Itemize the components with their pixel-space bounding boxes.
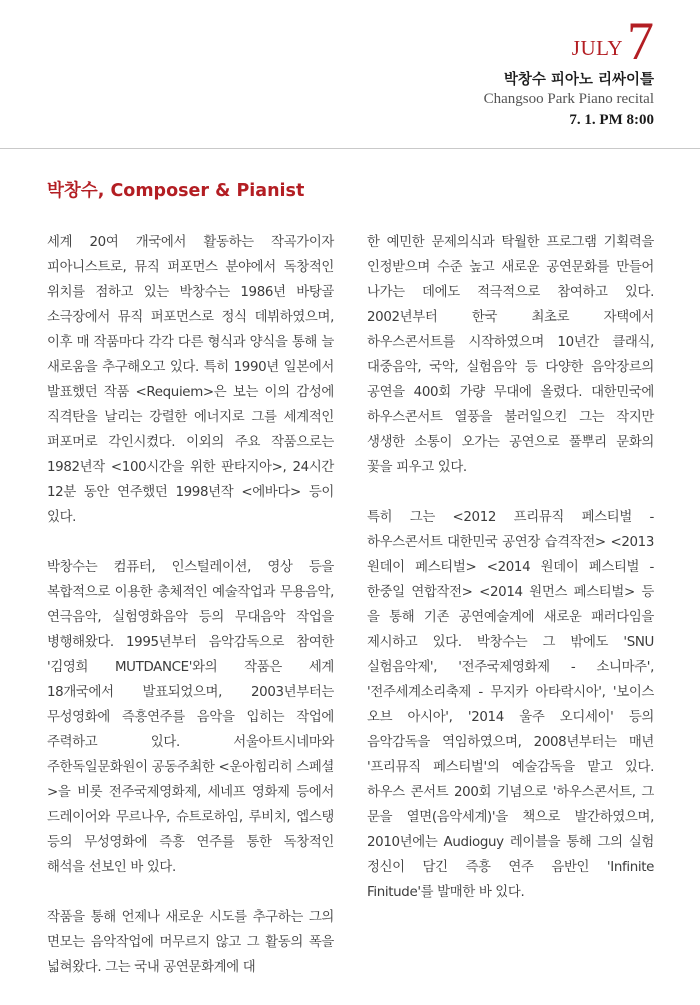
month-label: JULY bbox=[571, 36, 623, 60]
section-heading: 박창수, Composer & Pianist bbox=[47, 181, 305, 201]
concert-datetime: 7. 1. PM 8:00 bbox=[569, 112, 654, 128]
concert-title-english: Changsoo Park Piano recital bbox=[483, 91, 654, 107]
program-header bbox=[483, 11, 654, 129]
paragraph: 한 예민한 문제의식과 탁월한 프로그램 기획력을 인정받으며 수준 높고 새로운 공연문화를 만들어 나가는 데에도 적극적으로 참여하고 있다. 2002년부터 한국 최초로 자택에서 하우스콘서트를 시작하였으며 10년간 클래식, 대중음악, 국악, 실험음악 등 다양한 음악장르의 공연을 400회 가량 무대에 올렸다. 대한민국에 하우스콘서트 열풍을 불러일으킨 그는 작지만 생생한 소통이 오가는 공연으로 풀뿌리 문화의 꽃을 피우고 있다. bbox=[367, 235, 654, 475]
paragraph: 박창수는 컴퓨터, 인스털레이션, 영상 등을 복합적으로 이용한 총체적인 예술작업과 무용음악, 연극음악, 실험영화음악 등의 무대음악 작업을 병행해왔다. 1995년부터 음악감독으로 참여한 '김영희 MUTDANCE'와의 작품은 세계 18개국에서 발표되었으며, 2003년부터는 무성영화에 즉흥연주를 음악을 입히는 작업에 주력하고 있다. 서울아트시네마와 주한독일문화원이 공동주최한 <운아힘리히 스페셜>을 비롯 전주국제영화제, 세네프 영화제 등에서 드레이어와 무르나우, 슈트로하임, 루비치, 엡스탱 등의 무성영화에 즉흥 연주를 통한 독창적인 해석을 선보인 바 있다. bbox=[47, 560, 334, 875]
left-text-column bbox=[47, 230, 334, 1005]
paragraph: 세계 20여 개국에서 활동하는 작곡가이자 피아니스트로, 뮤직 퍼포먼스 분야에서 독창적인 위치를 점하고 있는 박창수는 1986년 바탕골 소극장에서 뮤직 퍼포먼스로 정식 데뷔하였으며, 이후 매 작품마다 각각 다른 형식과 양식을 통해 늘 새로움을 추구해오고 있다. 특히 1990년 일본에서 발표했던 작품 <Requiem>은 보는 이의 감성에 직격탄을 날리는 강렬한 에너지로 그를 세계적인 퍼포머로 각인시켰다. 이외의 주요 작품으로는 1982년작 <100시간을 위한 판타지아>, 24시간 12분 동안 연주했던 1998년작 <에바다> 등이 있다. bbox=[47, 235, 334, 525]
paragraph: 특히 그는 <2012 프리뮤직 페스티벌 - 하우스콘서트 대한민국 공연장 습격작전> <2013 원데이 페스티벌> <2014 원데이 페스티벌 - 한중일 연합작전> <2014 원먼스 페스티벌> 등 을 통해 기존 공연예술계에 새로운 패러다임을 제시하고 있다. 박창수는 그 밖에도 'SNU 실험음악제', '전주국제영화제 - 소니마주', '전주세계소리축제 - 무지카 아타락시아', '보이스 오브 아시아', '2014 울주 오디세이' 등의 음악감독을 역임하였으며, 2008년부터는 매년 '프리뮤직 페스티벌'의 예술감독을 맡고 있다. 하우스 콘서트 200회 기념으로 '하우스콘서트, 그 문을 열면(음악세계)'을 책으로 발간하였으며, 2010년에는 Audioguy 레이블을 통해 그의 실험 정신이 담긴 즉흥 연주 음반인 'Infinite Finitude'를 발매한 바 있다. bbox=[367, 510, 654, 900]
concert-title-korean: 박창수 피아노 리싸이틀 bbox=[503, 71, 654, 88]
date-label bbox=[484, 11, 654, 71]
header-divider bbox=[0, 148, 700, 149]
day-number: 7 bbox=[627, 11, 654, 71]
right-text-column bbox=[367, 230, 654, 930]
paragraph: 작품을 통해 언제나 새로운 시도를 추구하는 그의 면모는 음악작업에 머무르지 않고 그 활동의 폭을 넓혀왔다. 그는 국내 공연문화계에 대 bbox=[47, 910, 334, 975]
